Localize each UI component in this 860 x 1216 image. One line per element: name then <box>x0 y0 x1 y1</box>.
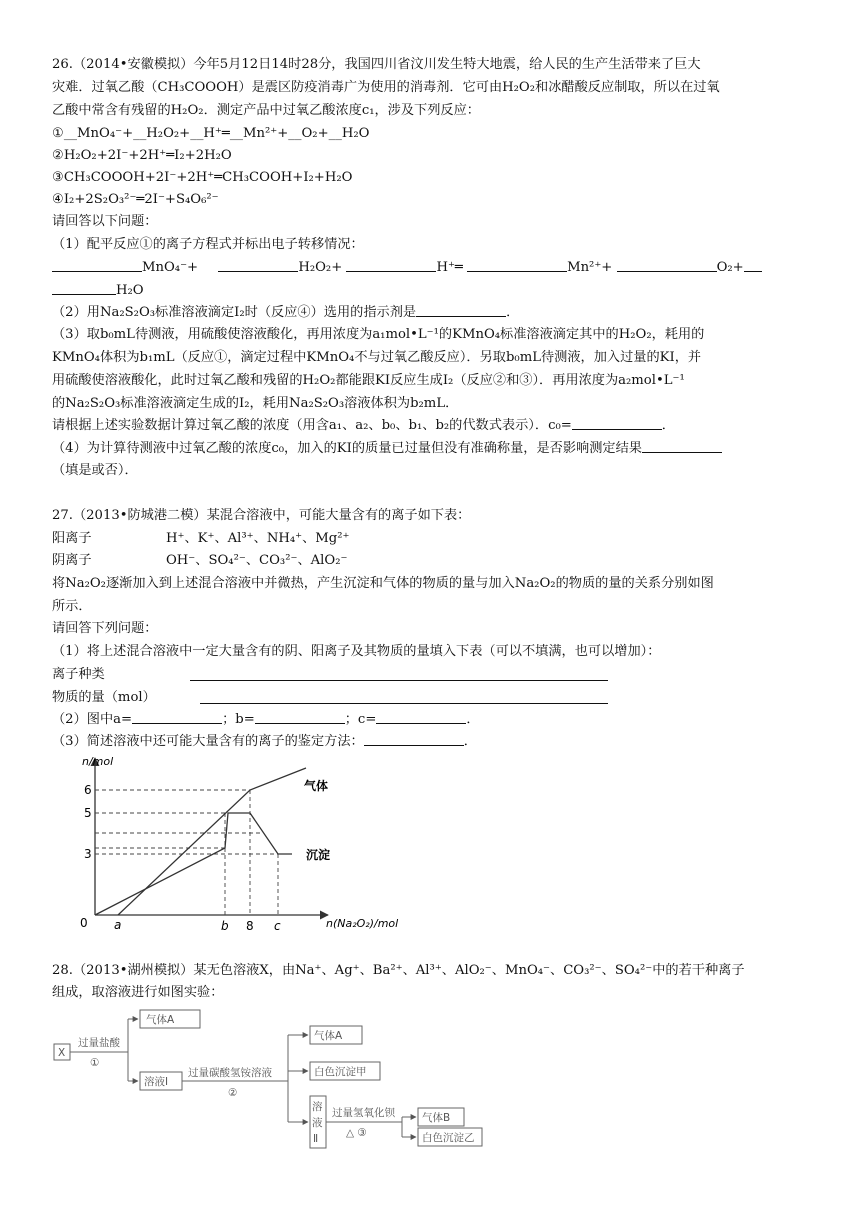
q26-reaction1: ①__MnO₄⁻+__H₂O₂+__H⁺═__Mn²⁺+__O₂+__H₂O <box>52 126 370 141</box>
answer-line-amount[interactable] <box>200 703 608 704</box>
flow-step2: 过量碳酸氢铵溶液 <box>188 1067 272 1079</box>
q26-ask: 请回答以下问题： <box>52 214 158 229</box>
answer-line-ion-type[interactable] <box>190 680 608 681</box>
q26-line1: 26.（2014•安徽模拟）今年5月12日14时28分，我国四川省汶川发生特大地震，给人民的生产生活带来了巨大 <box>52 57 701 72</box>
q26-part4-l1: （4）为计算待测液中过氧乙酸的浓度c₀，加入的KI的质量已过量但没有准确称量，是否影响测定结果 <box>52 440 722 457</box>
blank-c[interactable] <box>376 711 466 724</box>
q26-part3-l3: 用硫酸使溶液酸化，此时过氧乙酸和残留的H₂O₂都能跟KI反应生成I₂（反应②和③）．再用浓度为a₂mol•L⁻¹ <box>52 373 685 388</box>
na2o2-graph <box>60 752 420 942</box>
anion-list: OH⁻、SO₄²⁻、CO₃²⁻、AlO₂⁻ <box>166 553 348 568</box>
q27-line4: 将Na₂O₂逐渐加入到上述混合溶液中并微热，产生沉淀和气体的物质的量与加入Na₂O₂的物质的量的关系分别如图 <box>52 576 714 591</box>
q28-line2: 组成，取溶液进行如图实验： <box>52 985 224 1000</box>
q27-line1: 27.（2013•防城港二模）某混合溶液中，可能大量含有的离子如下表： <box>52 508 471 523</box>
q26-reaction4: ④I₂+2S₂O₃²⁻═2I⁻+S₄O₆²⁻ <box>52 192 219 207</box>
q27-part1: （1）将上述混合溶液中一定大量含有的阴、阳离子及其物质的量填入下表（可以不填满，也可以增加）： <box>52 644 661 659</box>
flow-step1-no: ① <box>90 1057 100 1069</box>
flow-step3-no: △ ③ <box>346 1127 367 1139</box>
flow-sol2-3: Ⅱ <box>313 1133 319 1145</box>
flow-white-precip-a: 白色沉淀甲 <box>314 1066 367 1078</box>
x-axis-label: n(Na₂O₂)/mol <box>326 917 399 930</box>
precipitate-curve <box>95 813 292 915</box>
q27-part2: （2）图中a= ；b= ；c= ． <box>52 712 480 727</box>
q26-balance-line <box>52 259 762 276</box>
q26-part3-l2: KMnO₄体积为b₁mL（反应①，滴定过程中KMnO₄不与过氧乙酸反应）．另取b₀mL待测液，加入过量的KI，并 <box>52 350 702 365</box>
blank-indicator[interactable] <box>416 304 506 317</box>
blank-coef-h2o2[interactable] <box>218 259 298 272</box>
q27-ask: 请回答下列问题： <box>52 621 158 636</box>
cation-label: 阳离子 <box>52 531 92 546</box>
flow-gas-a: 气体A <box>146 1014 175 1026</box>
flow-step2-no: ② <box>228 1087 238 1099</box>
flow-white-precip-b: 白色沉淀乙 <box>422 1132 475 1144</box>
flow-step3: 过量氢氧化钡 <box>332 1107 395 1119</box>
q26-reaction3: ③CH₃COOOH+2I⁻+2H⁺═CH₃COOH+I₂+H₂O <box>52 170 353 185</box>
cation-list: H⁺、K⁺、Al³⁺、NH₄⁺、Mg²⁺ <box>166 531 350 546</box>
y-tick-5: 5 <box>84 806 92 820</box>
x-tick-a: a <box>114 918 122 932</box>
blank-c0[interactable] <box>572 417 662 430</box>
q26-line3: 乙酸中常含有残留的H₂O₂．测定产品中过氧乙酸浓度c₁，涉及下列反应： <box>52 103 480 118</box>
x-tick-b: b <box>221 919 229 933</box>
blank-ki-effect[interactable] <box>642 440 722 453</box>
flow-gas-a-2: 气体A <box>314 1030 343 1042</box>
term-h2o2: H₂O₂+ <box>298 260 343 275</box>
q26-part4-l2: （填是或否）． <box>52 463 138 478</box>
q26-balance-line2 <box>52 282 144 299</box>
q27-line5: 所示． <box>52 599 92 614</box>
term-h: H⁺═ <box>436 260 463 275</box>
y-tick-3: 3 <box>84 847 92 861</box>
blank-a[interactable] <box>132 711 222 724</box>
blank-identify-method[interactable] <box>364 733 464 746</box>
flow-gas-b: 气体B <box>422 1112 451 1124</box>
blank-coef-mno4[interactable] <box>52 259 142 272</box>
term-mno4: MnO₄⁻+ <box>142 260 199 275</box>
blank-coef-h2o-cont[interactable] <box>52 282 116 295</box>
q26-part3-l1: （3）取b₀mL待测液，用硫酸使溶液酸化，再用浓度为a₁mol•L⁻¹的KMnO₄标准溶液滴定其中的H₂O₂，耗用的 <box>52 327 705 342</box>
origin-label: 0 <box>80 916 88 930</box>
y-tick-6: 6 <box>84 783 92 797</box>
q27-anion-row <box>52 552 348 569</box>
flow-step1: 过量盐酸 <box>78 1037 120 1049</box>
term-h2o: H₂O <box>116 283 144 298</box>
blank-coef-mn[interactable] <box>467 259 567 272</box>
x-tick-8: 8 <box>246 919 254 933</box>
term-o2: O₂+ <box>716 260 744 275</box>
flow-x: X <box>58 1047 66 1059</box>
precipitate-label: 沉淀 <box>306 848 331 862</box>
blank-b[interactable] <box>255 711 345 724</box>
blank-coef-h2o[interactable] <box>744 259 762 272</box>
flow-sol2-1: 溶 <box>312 1101 323 1113</box>
q27-part3: （3）简述溶液中还可能大量含有的离子的鉴定方法： ． <box>52 734 477 749</box>
y-axis-label: n/mol <box>82 755 114 768</box>
q26-reaction2: ②H₂O₂+2I⁻+2H⁺═I₂+2H₂O <box>52 148 232 163</box>
q26-part3-l5: 请根据上述实验数据计算过氧乙酸的浓度（用含a₁、a₂、b₀、b₁、b₂的代数式表示）．c₀= ． <box>52 418 675 433</box>
anion-label: 阴离子 <box>52 553 92 568</box>
flow-sol2-2: 液 <box>312 1117 323 1129</box>
q28-line1: 28.（2013•湖州模拟）某无色溶液X，由Na⁺、Ag⁺、Ba²⁺、Al³⁺、AlO₂⁻、MnO₄⁻、CO₃²⁻、SO₄²⁻中的若干种离子 <box>52 963 745 978</box>
q26-part1: （1）配平反应①的离子方程式并标出电子转移情况： <box>52 237 364 252</box>
q27-table-row1: 离子种类 <box>52 667 105 682</box>
x-tick-c: c <box>274 919 281 933</box>
flow-solution-1: 溶液Ⅰ <box>144 1076 169 1088</box>
blank-coef-h[interactable] <box>346 259 436 272</box>
term-mn: Mn²⁺+ <box>567 260 613 275</box>
q27-cation-row <box>52 530 350 547</box>
experiment-flowchart <box>52 1004 512 1152</box>
q26-part2: （2）用Na₂S₂O₃标准溶液滴定I₂时（反应④）选用的指示剂是 ． <box>52 305 520 320</box>
q27-table-row2: 物质的量（mol） <box>52 690 156 705</box>
blank-coef-o2[interactable] <box>617 259 717 272</box>
gas-label: 气体 <box>304 779 329 793</box>
q26-line2: 灾难．过氧乙酸（CH₃COOOH）是震区防疫消毒广为使用的消毒剂．它可由H₂O₂和冰醋酸反应制取，所以在过氧 <box>52 80 720 95</box>
q26-part3-l4: 的Na₂S₂O₃标准溶液滴定生成的I₂，耗用Na₂S₂O₃溶液体积为b₂mL． <box>52 396 459 411</box>
